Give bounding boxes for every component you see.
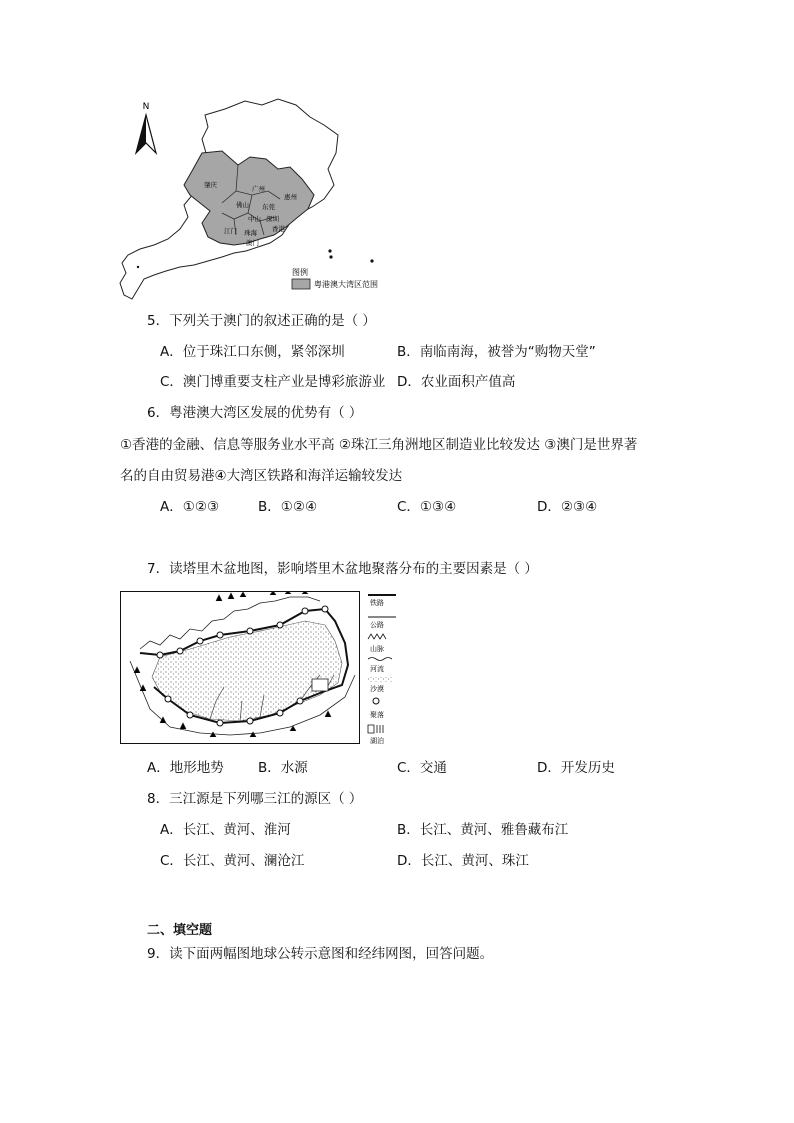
question-7-stem: 7．读塔里木盆地图，影响塔里木盆地聚落分布的主要因素是（ ） [147,561,538,577]
tarim-map-legend [368,595,396,745]
legend-settlement: 聚落 [370,711,384,719]
q6-option-c[interactable]: C．①③④ [397,499,457,515]
legend-swatch [292,279,310,289]
legend-item-label: 粤港澳大湾区范围 [314,280,378,289]
q6-statements-line2: 名的自由贸易港④大湾区铁路和海洋运输较发达 [120,468,403,484]
question-9-stem: 9．读下面两幅图地球公转示意图和经纬网图，回答问题。 [147,946,494,962]
city-label-hongkong: 香港 [272,225,285,233]
q7-option-d[interactable]: D．开发历史 [537,760,615,776]
city-label-huizhou: 惠州 [284,193,297,201]
q6-option-d[interactable]: D．②③④ [537,499,598,515]
city-label-macau: 澳门 [246,239,259,247]
legend-lake: 湖泊 [370,737,384,745]
legend-desert: 沙漠 [370,685,384,693]
legend-mountain: 山脉 [370,645,384,653]
city-label-foshan: 佛山 [236,201,249,209]
q5-option-d[interactable]: D．农业面积产值高 [397,374,516,390]
q8-option-d[interactable]: D．长江、黄河、珠江 [397,853,529,869]
city-label-zhuhai: 珠海 [244,229,257,237]
q8-option-a[interactable]: A．长江、黄河、淮河 [160,822,291,838]
question-8-stem: 8．三江源是下列哪三江的源区（ ） [147,791,363,807]
north-label: N [142,102,150,112]
city-label-zhaoqing: 肇庆 [204,181,217,189]
city-label-shenzhen: 深圳 [266,215,279,223]
city-label-dongguan: 东莞 [262,203,275,211]
legend-title: 图例 [292,268,308,277]
city-label-zhongshan: 中山 [248,215,261,223]
q5-option-b[interactable]: B．南临南海，被誉为“购物天堂” [397,344,596,360]
city-label-jiangmen: 江门 [224,227,237,235]
city-label-guangzhou: 广州 [252,185,265,193]
question-6-stem: 6．粤港澳大湾区发展的优势有（ ） [147,405,363,421]
q7-option-b[interactable]: B．水源 [258,760,308,776]
q7-option-c[interactable]: C．交通 [397,760,447,776]
q7-option-a[interactable]: A．地形地势 [147,760,224,776]
q6-option-a[interactable]: A．①②③ [160,499,220,515]
q8-option-b[interactable]: B．长江、黄河、雅鲁藏布江 [397,822,569,838]
question-5-stem: 5．下列关于澳门的叙述正确的是（ ） [147,313,376,329]
q6-option-b[interactable]: B．①②④ [258,499,318,515]
q5-option-a[interactable]: A．位于珠江口东侧，紧邻深圳 [160,344,345,360]
q6-statements-line1: ①香港的金融、信息等服务业水平高 ②珠江三角洲地区制造业比较发达 ③澳门是世界著 [120,437,638,453]
greater-bay-area-map [110,95,410,305]
q8-option-c[interactable]: C．长江、黄河、澜沧江 [160,853,305,869]
legend-highway: 公路 [370,621,384,629]
section-2-title: 二、填空题 [147,923,213,938]
q5-option-c[interactable]: C．澳门博重要支柱产业是博彩旅游业 [160,374,386,390]
lake [312,679,328,691]
legend-river: 河流 [370,665,384,673]
tarim-basin-map [120,591,400,745]
legend-railway: 铁路 [370,599,384,607]
